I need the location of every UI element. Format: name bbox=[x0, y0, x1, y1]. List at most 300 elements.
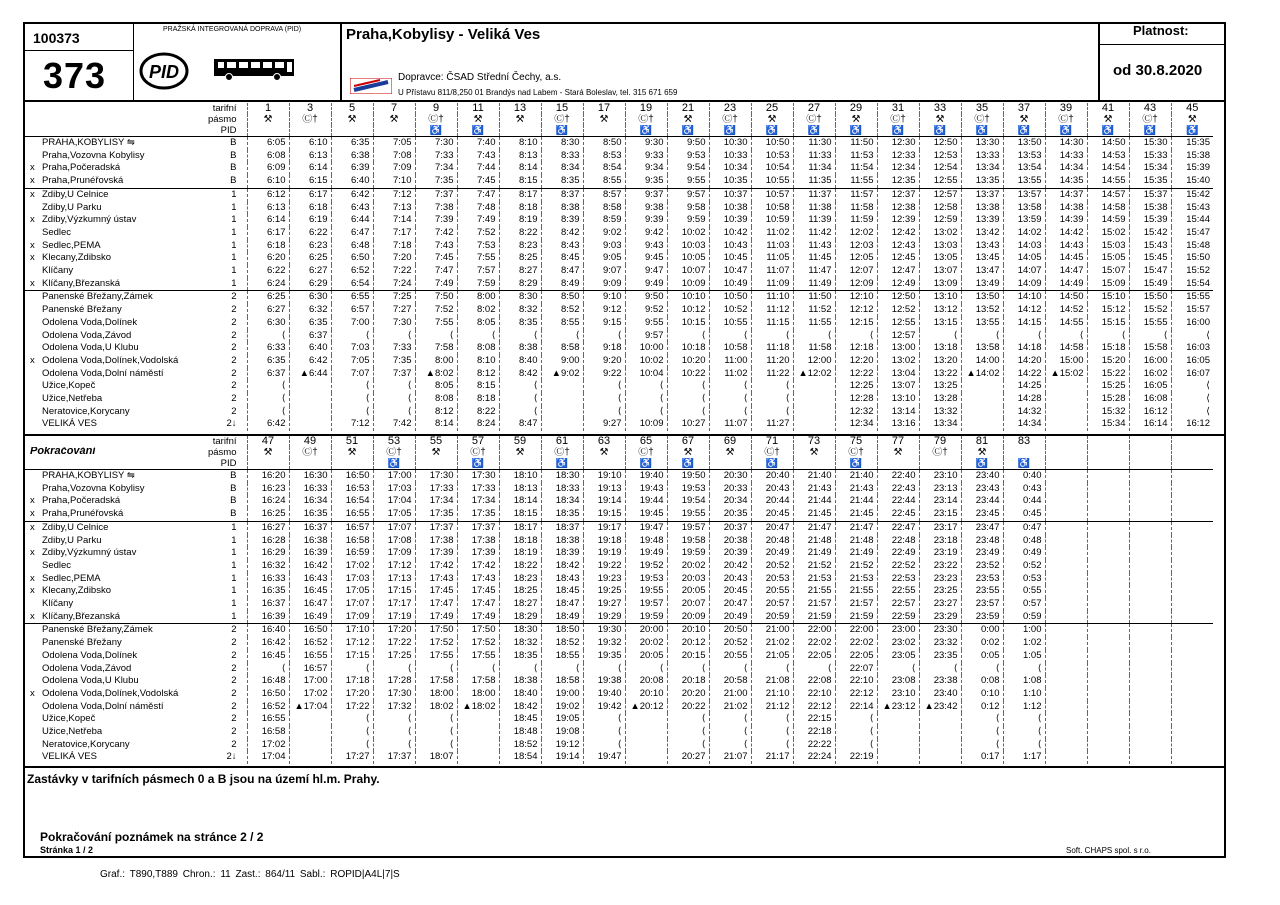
departure-time: 11:52 bbox=[793, 304, 835, 317]
departure-time: 13:16 bbox=[877, 418, 919, 431]
departure-time: 12:55 bbox=[877, 317, 919, 330]
departure-time bbox=[541, 418, 583, 431]
trip-access: ♿ bbox=[1087, 125, 1129, 137]
departure-time: 15:55 bbox=[1129, 317, 1171, 330]
timetable-part-2 bbox=[25, 436, 1213, 764]
stop-name-cell bbox=[25, 701, 247, 714]
departure-time: 15:39 bbox=[1129, 214, 1171, 227]
stop-cell bbox=[25, 675, 247, 688]
departure-time: 16:57 bbox=[289, 663, 331, 676]
stop-cell bbox=[25, 406, 247, 419]
departure-time: 20:40 bbox=[751, 470, 793, 483]
stop-name: Zdiby,U Parku bbox=[42, 201, 102, 213]
stop-name-cell bbox=[25, 355, 247, 368]
stop-name: Klíčany bbox=[42, 265, 74, 277]
departure-time: 23:13 bbox=[919, 483, 961, 496]
departure-time: 8:33 bbox=[541, 150, 583, 163]
stop-row bbox=[25, 252, 1213, 265]
stop-cell bbox=[25, 278, 247, 291]
departure-time: 12:35 bbox=[877, 175, 919, 188]
trip-number: 45 bbox=[1171, 103, 1213, 114]
departure-time: 13:59 bbox=[1003, 214, 1045, 227]
departure-time: 16:34 bbox=[289, 495, 331, 508]
departure-time: 6:08 bbox=[247, 150, 289, 163]
departure-time: 16:54 bbox=[331, 495, 373, 508]
departure-time: 18:42 bbox=[499, 701, 541, 714]
departure-time: ⟨ bbox=[751, 726, 793, 739]
departure-time: 8:32 bbox=[499, 304, 541, 317]
departure-time: ⟨ bbox=[247, 330, 289, 343]
departure-time: 13:18 bbox=[919, 342, 961, 355]
departure-time: 17:04 bbox=[373, 495, 415, 508]
departure-time bbox=[1129, 573, 1171, 586]
departure-time: 9:50 bbox=[625, 291, 667, 304]
trip-mark: ⚒ bbox=[457, 114, 499, 125]
departure-time: ⟨ bbox=[961, 739, 1003, 752]
stop-row bbox=[25, 663, 1213, 676]
departure-time: 20:20 bbox=[667, 688, 709, 701]
footer-info: Graf.: T890,T889 Chron.: 11 Zast.: 864/11 Sabl.: ROPID|A4L|7|S bbox=[100, 869, 400, 880]
departure-time: 6:12 bbox=[247, 188, 289, 201]
departure-time: 20:02 bbox=[667, 560, 709, 573]
departure-time bbox=[1171, 585, 1213, 598]
departure-time bbox=[1129, 535, 1171, 548]
stop-row bbox=[25, 380, 1213, 393]
departure-time: 21:40 bbox=[835, 470, 877, 483]
departure-time: 20:00 bbox=[625, 624, 667, 637]
departure-time: 19:05 bbox=[541, 713, 583, 726]
stop-name-cell bbox=[25, 330, 247, 343]
departure-time: 20:30 bbox=[709, 470, 751, 483]
departure-time: ⟨ bbox=[709, 380, 751, 393]
trip-mark: ⚒ bbox=[583, 447, 625, 458]
departure-time: 12:32 bbox=[835, 406, 877, 419]
departure-time: 0:12 bbox=[961, 701, 1003, 714]
departure-time: 13:07 bbox=[877, 380, 919, 393]
departure-time: ⟨ bbox=[1003, 726, 1045, 739]
stop-name-cell bbox=[25, 521, 247, 534]
departure-time: 9:02 bbox=[583, 227, 625, 240]
departure-time: 17:55 bbox=[457, 650, 499, 663]
departure-time: 10:35 bbox=[709, 175, 751, 188]
departure-time: 16:45 bbox=[247, 650, 289, 663]
departure-time: 11:42 bbox=[793, 227, 835, 240]
stop-name-cell bbox=[25, 470, 247, 483]
departure-time: 17:28 bbox=[373, 675, 415, 688]
departure-time bbox=[1045, 573, 1087, 586]
stop-row bbox=[25, 265, 1213, 278]
departure-time: 19:32 bbox=[583, 637, 625, 650]
departure-time: 9:54 bbox=[667, 162, 709, 175]
departure-time: ▲12:02 bbox=[793, 368, 835, 381]
departure-time: 10:34 bbox=[709, 162, 751, 175]
trip-mark: Ⓒ† bbox=[1129, 114, 1171, 125]
header-label: pásmo bbox=[207, 447, 237, 458]
departure-time: 11:50 bbox=[793, 291, 835, 304]
departure-time: 6:42 bbox=[289, 355, 331, 368]
departure-time: ⟨ bbox=[331, 739, 373, 752]
departure-time: ⟨ bbox=[793, 330, 835, 343]
stop-row bbox=[25, 701, 1213, 714]
stop-zone: 2 bbox=[231, 316, 237, 328]
departure-time bbox=[1171, 688, 1213, 701]
stop-zone: 1 bbox=[231, 214, 237, 226]
departure-time: 21:47 bbox=[793, 521, 835, 534]
stop-name-cell bbox=[25, 175, 247, 188]
trip-number: 25 bbox=[751, 103, 793, 114]
departure-time: 11:59 bbox=[835, 214, 877, 227]
departure-time bbox=[1045, 560, 1087, 573]
departure-time: 16:29 bbox=[247, 547, 289, 560]
departure-time: 0:02 bbox=[961, 637, 1003, 650]
departure-time: ⟨ bbox=[373, 713, 415, 726]
departure-time: 23:18 bbox=[919, 535, 961, 548]
departure-time: 14:45 bbox=[1045, 252, 1087, 265]
departure-time: ⟨ bbox=[667, 713, 709, 726]
departure-time bbox=[1087, 611, 1129, 624]
departure-time: 9:57 bbox=[667, 188, 709, 201]
departure-time: 8:42 bbox=[499, 368, 541, 381]
stop-name: x Odolena Voda,Dolínek,Vodolská bbox=[30, 354, 179, 366]
departure-time: 7:38 bbox=[415, 202, 457, 215]
departure-time: 22:52 bbox=[877, 560, 919, 573]
departure-time: 16:00 bbox=[1171, 317, 1213, 330]
departure-time: 15:09 bbox=[1087, 278, 1129, 291]
departure-time: 13:25 bbox=[919, 380, 961, 393]
departure-time: 12:02 bbox=[835, 227, 877, 240]
departure-time: 16:50 bbox=[289, 624, 331, 637]
departure-time: 13:28 bbox=[919, 393, 961, 406]
request-stop-mark: x bbox=[30, 175, 35, 187]
departure-time: 21:57 bbox=[835, 598, 877, 611]
departure-time: 13:30 bbox=[961, 137, 1003, 150]
departure-time: 15:44 bbox=[1171, 214, 1213, 227]
departure-time: 13:57 bbox=[1003, 188, 1045, 201]
departure-time: 8:18 bbox=[499, 202, 541, 215]
departure-time: 11:39 bbox=[793, 214, 835, 227]
departure-time: 10:38 bbox=[709, 202, 751, 215]
departure-time: 11:30 bbox=[793, 137, 835, 150]
departure-time: 13:55 bbox=[1003, 175, 1045, 188]
departure-time: ⟨ bbox=[247, 406, 289, 419]
stop-cell bbox=[25, 483, 247, 496]
departure-time: 21:43 bbox=[835, 483, 877, 496]
departure-time: ⟨ bbox=[331, 726, 373, 739]
stop-zone: 2 bbox=[231, 405, 237, 417]
departure-time: 10:55 bbox=[709, 317, 751, 330]
departure-time: ⟨ bbox=[835, 726, 877, 739]
departure-time: 7:17 bbox=[373, 227, 415, 240]
departure-time: 14:49 bbox=[1045, 278, 1087, 291]
departure-time bbox=[1129, 688, 1171, 701]
departure-time: 7:10 bbox=[373, 175, 415, 188]
trip-mark: Ⓒ† bbox=[625, 114, 667, 125]
departure-time bbox=[1087, 585, 1129, 598]
trip-access bbox=[1045, 458, 1087, 470]
departure-time: 10:39 bbox=[709, 214, 751, 227]
departure-time: 17:39 bbox=[457, 547, 499, 560]
departure-time: 6:27 bbox=[247, 304, 289, 317]
departure-time: 8:43 bbox=[541, 240, 583, 253]
departure-time: 15:37 bbox=[1129, 188, 1171, 201]
trip-mark: ⚒ bbox=[1171, 114, 1213, 125]
stop-cell bbox=[25, 342, 247, 355]
departure-time: 17:30 bbox=[415, 470, 457, 483]
trip-number: 17 bbox=[583, 103, 625, 114]
departure-time: 13:52 bbox=[961, 304, 1003, 317]
header-divider bbox=[23, 50, 134, 51]
departure-time: 16:33 bbox=[289, 483, 331, 496]
trip-access: ♿ bbox=[793, 125, 835, 137]
stop-row bbox=[25, 162, 1213, 175]
departure-time: 20:10 bbox=[625, 688, 667, 701]
departure-time: 9:47 bbox=[625, 265, 667, 278]
departure-time bbox=[1171, 663, 1213, 676]
stop-zone: B bbox=[230, 149, 237, 161]
departure-time bbox=[1129, 585, 1171, 598]
trip-mark: Ⓒ† bbox=[919, 447, 961, 458]
departure-time: 15:50 bbox=[1171, 252, 1213, 265]
stop-name: x Praha,Počeradská bbox=[30, 162, 121, 174]
stop-name: Panenské Břežany bbox=[42, 304, 122, 316]
departure-time: 20:44 bbox=[751, 495, 793, 508]
departure-time: 17:43 bbox=[457, 573, 499, 586]
stop-name: VELIKÁ VES bbox=[42, 751, 97, 763]
stop-zone: 1 bbox=[231, 547, 237, 559]
departure-time: 7:42 bbox=[373, 418, 415, 431]
departure-time: 14:50 bbox=[1045, 291, 1087, 304]
departure-time: 19:50 bbox=[667, 470, 709, 483]
departure-time: 12:34 bbox=[835, 418, 877, 431]
stop-row bbox=[25, 611, 1213, 624]
stop-cell bbox=[25, 522, 247, 535]
departure-time: 17:00 bbox=[373, 470, 415, 483]
trip-access bbox=[1129, 458, 1171, 470]
departure-time: 17:10 bbox=[331, 624, 373, 637]
departure-time: 8:14 bbox=[415, 418, 457, 431]
departure-time: ⟨ bbox=[625, 663, 667, 676]
departure-time: ⟨ bbox=[1003, 739, 1045, 752]
departure-time: ⟨ bbox=[751, 330, 793, 343]
trip-mark: ⚒ bbox=[247, 447, 289, 458]
departure-time: 9:22 bbox=[583, 368, 625, 381]
departure-time: 14:57 bbox=[1087, 188, 1129, 201]
departure-time: 8:35 bbox=[499, 317, 541, 330]
departure-time bbox=[1129, 547, 1171, 560]
trip-number: 9 bbox=[415, 103, 457, 114]
departure-time: 12:52 bbox=[877, 304, 919, 317]
departure-time: 10:45 bbox=[709, 252, 751, 265]
departure-time: 13:49 bbox=[961, 278, 1003, 291]
stop-cell bbox=[25, 227, 247, 240]
departure-time: ⟨ bbox=[1171, 393, 1213, 406]
departure-time: ⟨ bbox=[331, 330, 373, 343]
departure-time: 17:04 bbox=[247, 751, 289, 764]
departure-time: 18:10 bbox=[499, 470, 541, 483]
trip-mark: ⚒ bbox=[1003, 114, 1045, 125]
departure-time: 15:47 bbox=[1129, 265, 1171, 278]
trip-number: 3 bbox=[289, 103, 331, 114]
stop-row bbox=[25, 342, 1213, 355]
departure-time: 17:55 bbox=[415, 650, 457, 663]
departure-time: 17:12 bbox=[373, 560, 415, 573]
departure-time: 23:08 bbox=[877, 675, 919, 688]
stop-name: Odolena Voda,Dolní náměstí bbox=[42, 367, 164, 379]
departure-time: ⟨ bbox=[331, 713, 373, 726]
departure-time: 16:33 bbox=[247, 573, 289, 586]
departure-time: 7:07 bbox=[331, 368, 373, 381]
stop-cell bbox=[25, 573, 247, 586]
departure-time: 12:45 bbox=[877, 252, 919, 265]
departure-time: 9:27 bbox=[583, 418, 625, 431]
departure-time: 6:18 bbox=[289, 202, 331, 215]
departure-time: 19:54 bbox=[667, 495, 709, 508]
departure-time: 13:03 bbox=[919, 240, 961, 253]
departure-time: 19:49 bbox=[625, 547, 667, 560]
departure-time: 6:23 bbox=[289, 240, 331, 253]
stop-name: Panenské Břežany bbox=[42, 637, 122, 649]
departure-time: 23:32 bbox=[919, 637, 961, 650]
departure-time: ▲14:02 bbox=[961, 368, 1003, 381]
departure-time: 20:45 bbox=[709, 585, 751, 598]
departure-time: 16:12 bbox=[1129, 406, 1171, 419]
departure-time: ⟨ bbox=[331, 663, 373, 676]
departure-time: 8:18 bbox=[457, 393, 499, 406]
departure-time: 8:52 bbox=[541, 304, 583, 317]
trip-number: 47 bbox=[247, 436, 289, 447]
departure-time bbox=[1129, 675, 1171, 688]
departure-time: 23:47 bbox=[961, 521, 1003, 534]
departure-time: 18:34 bbox=[541, 495, 583, 508]
stop-cell bbox=[25, 393, 247, 406]
stop-name: x Praha,Prunéřovská bbox=[30, 175, 124, 187]
trip-mark: ⚒ bbox=[835, 114, 877, 125]
departure-time: 23:10 bbox=[877, 688, 919, 701]
departure-time: 10:37 bbox=[709, 188, 751, 201]
departure-time: 6:37 bbox=[247, 368, 289, 381]
stop-name: Odolena Voda,Dolní náměstí bbox=[42, 700, 164, 712]
departure-time: 16:43 bbox=[289, 573, 331, 586]
departure-time: 17:58 bbox=[457, 675, 499, 688]
header-label: tarifní bbox=[212, 436, 237, 447]
departure-time: 16:02 bbox=[1129, 368, 1171, 381]
departure-time: 15:34 bbox=[1129, 162, 1171, 175]
stop-zone: 2 bbox=[231, 342, 237, 354]
departure-time: 19:08 bbox=[541, 726, 583, 739]
departure-time bbox=[289, 751, 331, 764]
header-label: tarifní bbox=[212, 103, 237, 114]
departure-time: 11:18 bbox=[751, 342, 793, 355]
departure-time: 14:25 bbox=[1003, 380, 1045, 393]
stop-name-cell bbox=[25, 265, 247, 278]
stop-cell bbox=[25, 560, 247, 573]
trip-access: ♿ bbox=[457, 125, 499, 137]
departure-time: 22:00 bbox=[835, 624, 877, 637]
departure-time: 15:49 bbox=[1129, 278, 1171, 291]
departure-time: 22:02 bbox=[835, 637, 877, 650]
departure-time bbox=[1045, 663, 1087, 676]
stop-zone: B bbox=[230, 470, 237, 481]
departure-time: 13:02 bbox=[919, 227, 961, 240]
departure-time: 12:59 bbox=[919, 214, 961, 227]
trip-access bbox=[247, 458, 289, 470]
departure-time: 10:00 bbox=[625, 342, 667, 355]
stop-name-cell bbox=[25, 675, 247, 688]
departure-time: 13:22 bbox=[919, 368, 961, 381]
departure-time: 19:29 bbox=[583, 611, 625, 624]
departure-time: 8:08 bbox=[457, 342, 499, 355]
departure-time: 14:55 bbox=[1045, 317, 1087, 330]
departure-time: 7:33 bbox=[373, 342, 415, 355]
departure-time: 14:55 bbox=[1087, 175, 1129, 188]
stop-row bbox=[25, 227, 1213, 240]
stop-zone: 1 bbox=[231, 585, 237, 597]
stop-row bbox=[25, 624, 1213, 637]
departure-time: 6:55 bbox=[331, 291, 373, 304]
trip-access: ♿ bbox=[457, 458, 499, 470]
departure-time bbox=[1045, 713, 1087, 726]
departure-time: 15:47 bbox=[1171, 227, 1213, 240]
departure-time: 13:14 bbox=[877, 406, 919, 419]
request-stop-mark: x bbox=[30, 252, 35, 264]
departure-time: 19:57 bbox=[667, 521, 709, 534]
departure-time: 21:59 bbox=[793, 611, 835, 624]
departure-time: 13:34 bbox=[961, 162, 1003, 175]
departure-time: 8:47 bbox=[499, 418, 541, 431]
trip-number: 75 bbox=[835, 436, 877, 447]
trip-number bbox=[1045, 436, 1087, 447]
departure-time: 8:38 bbox=[499, 342, 541, 355]
departure-time: 8:29 bbox=[499, 278, 541, 291]
stop-cell bbox=[25, 637, 247, 650]
departure-time: 9:33 bbox=[625, 150, 667, 163]
departure-time: 10:22 bbox=[667, 368, 709, 381]
departure-time: 19:55 bbox=[625, 585, 667, 598]
departure-time: 9:52 bbox=[625, 304, 667, 317]
departure-time: 19:25 bbox=[583, 585, 625, 598]
stop-cell bbox=[25, 611, 247, 624]
trip-number: 81 bbox=[961, 436, 1003, 447]
request-stop-mark: x bbox=[30, 188, 35, 200]
stop-row bbox=[25, 650, 1213, 663]
departure-time: 19:12 bbox=[541, 739, 583, 752]
departure-time bbox=[289, 380, 331, 393]
departure-time: 15:33 bbox=[1129, 150, 1171, 163]
departure-time: 6:33 bbox=[247, 342, 289, 355]
departure-time: 15:25 bbox=[1087, 380, 1129, 393]
departure-time: 19:38 bbox=[583, 675, 625, 688]
departure-time: 20:18 bbox=[667, 675, 709, 688]
departure-time: 22:48 bbox=[877, 535, 919, 548]
departure-time: 0:08 bbox=[961, 675, 1003, 688]
departure-time bbox=[1171, 624, 1213, 637]
departure-time: 16:53 bbox=[331, 483, 373, 496]
departure-time: 10:59 bbox=[751, 214, 793, 227]
stop-cell bbox=[25, 739, 247, 752]
departure-time: 16:05 bbox=[1129, 380, 1171, 393]
stop-name-cell bbox=[25, 368, 247, 381]
departure-time: 13:12 bbox=[919, 304, 961, 317]
departure-time: 21:48 bbox=[793, 535, 835, 548]
departure-time: 16:40 bbox=[247, 624, 289, 637]
departure-time: 13:00 bbox=[877, 342, 919, 355]
departure-time: 7:39 bbox=[415, 214, 457, 227]
trip-number: 7 bbox=[373, 103, 415, 114]
departure-time bbox=[1087, 508, 1129, 521]
stop-name-cell bbox=[25, 214, 247, 227]
trip-access bbox=[331, 458, 373, 470]
departure-time: 7:35 bbox=[373, 355, 415, 368]
